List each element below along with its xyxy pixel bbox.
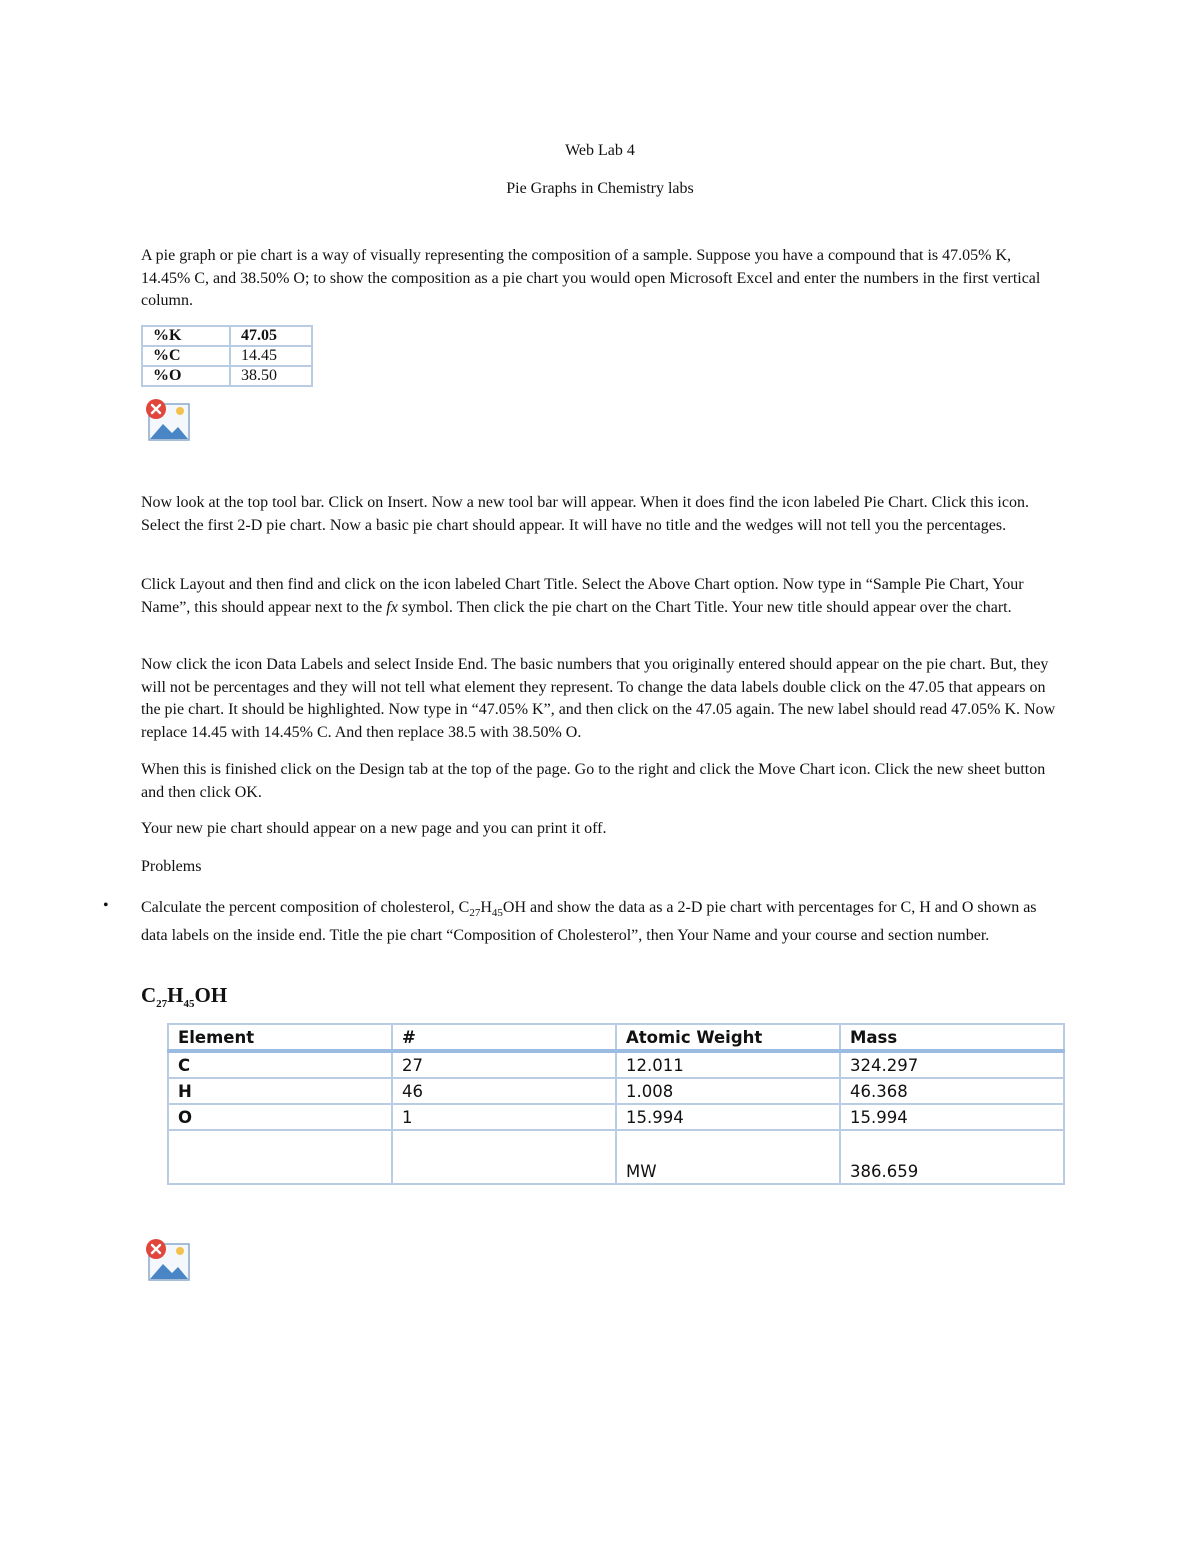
bullet-text-h: H: [480, 899, 492, 916]
para2-text-a: Click Layout and then find and click on the icon labeled Chart Title. Select the Above Chart option. Now type in “Sample Pie Chart, Your Name”, this should appear next to the: [141, 576, 1024, 616]
table-cell: H: [168, 1078, 392, 1104]
table-cell: C: [168, 1051, 392, 1078]
bullet-text-a: Calculate the percent composition of cholesterol, C: [141, 899, 470, 916]
table-cell: 324.297: [840, 1051, 1064, 1078]
intro-paragraph: A pie graph or pie chart is a way of visually representing the composition of a sample. Suppose you have a compound that is 47.05% K, 14.45% C, and 38.50% O; to show the composition as a pie chart you would open Microsoft Excel and enter the numbers in the first vertical column.: [141, 247, 1041, 309]
header-atomic-weight: Atomic Weight: [616, 1024, 840, 1051]
formula-oh: OH: [194, 983, 228, 1007]
broken-image-icon: [145, 398, 191, 444]
table-row: [142, 346, 312, 366]
table-row: [168, 1051, 1064, 1078]
doc-title: Web Lab 4: [565, 142, 635, 159]
table-cell: 12.011: [616, 1051, 840, 1078]
formula-c: C: [141, 983, 157, 1007]
table-cell: [168, 1130, 392, 1184]
header-mass: Mass: [840, 1024, 1064, 1051]
table-row: [142, 366, 312, 386]
table-cell: 15.994: [616, 1104, 840, 1130]
broken-image-icon: [145, 1238, 191, 1284]
table-header-row: [168, 1024, 1064, 1051]
table-row: [168, 1104, 1064, 1130]
composition-table: [141, 325, 313, 387]
table-cell: %K: [142, 326, 230, 346]
table-row: [168, 1130, 1064, 1184]
table-cell: [392, 1130, 616, 1184]
table-cell: 47.05: [230, 326, 312, 346]
mw-label: MW: [616, 1130, 840, 1184]
table-cell: 14.45: [230, 346, 312, 366]
instructions-paragraph-5: Your new pie chart should appear on a new page and you can print it off.: [141, 820, 607, 837]
fx-symbol: fx: [386, 598, 398, 616]
para2-text-b: symbol. Then click the pie chart on the Chart Title. Your new title should appear over the chart.: [397, 598, 1012, 616]
formula-sub-1: 27: [156, 998, 168, 1011]
header-count: #: [392, 1024, 616, 1051]
table-cell: 46.368: [840, 1078, 1064, 1104]
formula-sub-2: 45: [183, 998, 195, 1011]
instructions-paragraph-3: Now click the icon Data Labels and select Inside End. The basic numbers that you originally entered should appear on the pie chart. But, they will not be percentages and they will not tell what element they represent. To change the data labels double click on the 47.05 that appears on the pie chart. It should be highlighted. Now type in “47.05% K”, and then click on the 47.05 again. The new label should read 47.05% K. Now replace 14.45 with 14.45% C. And then replace 38.5 with 38.50% O.: [141, 656, 1056, 741]
instructions-paragraph-1: Now look at the top tool bar. Click on Insert. Now a new tool bar will appear. When it does find the icon labeled Pie Chart. Click this icon. Select the first 2-D pie chart. Now a basic pie chart should appear. It will have no title and the wedges will not tell you the percentages.: [141, 494, 1029, 534]
table-row: [142, 326, 312, 346]
table-cell: %C: [142, 346, 230, 366]
table-cell: %O: [142, 366, 230, 386]
cholesterol-formula: [141, 983, 227, 1010]
bullet-subscript-1: 27: [469, 907, 481, 920]
doc-subtitle: Pie Graphs in Chemistry labs: [506, 180, 694, 197]
instructions-paragraph-2: [141, 574, 1061, 619]
header-element: Element: [168, 1024, 392, 1051]
table-cell: 27: [392, 1051, 616, 1078]
instructions-paragraph-4: When this is finished click on the Design tab at the top of the page. Go to the right and click the Move Chart icon. Click the new sheet button and then click OK.: [141, 761, 1046, 801]
problems-heading: Problems: [141, 858, 202, 875]
table-row: [168, 1078, 1064, 1104]
table-cell: O: [168, 1104, 392, 1130]
table-cell: 1: [392, 1104, 616, 1130]
table-cell: 1.008: [616, 1078, 840, 1104]
table-cell: 46: [392, 1078, 616, 1104]
mw-value: 386.659: [840, 1130, 1064, 1184]
table-cell: 38.50: [230, 366, 312, 386]
formula-h: H: [167, 983, 184, 1007]
bullet-subscript-2: 45: [491, 907, 503, 920]
table-cell: 15.994: [840, 1104, 1064, 1130]
problem-bullet: [141, 897, 1061, 947]
bullet-text-b: OH and show the data as a 2-D pie chart with percentages for C, H and O shown as data labels on the inside end. Title the pie chart “Composition of Cholesterol”, then Your Name and your course and section number.: [141, 899, 1037, 944]
mass-table: [167, 1023, 1065, 1185]
bullet-marker: •: [103, 897, 109, 914]
